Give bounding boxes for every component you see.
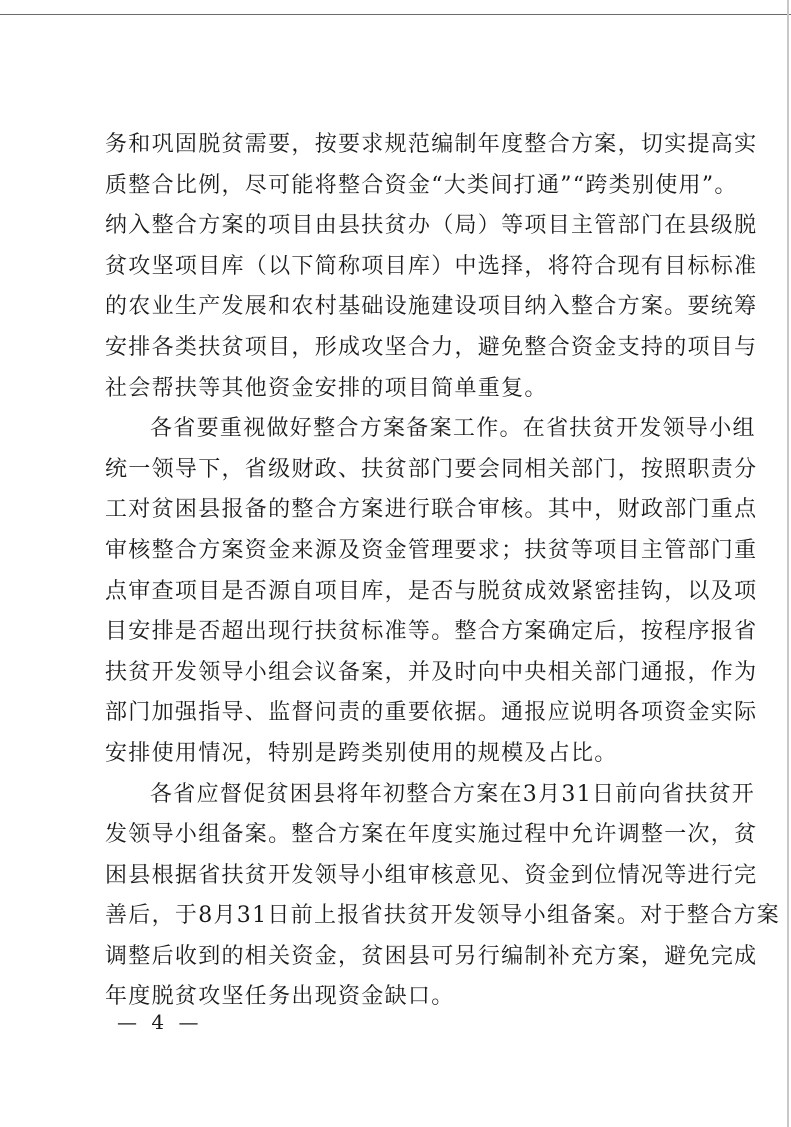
paragraph-2 [105,409,758,774]
text-line: 困县根据省扶贫开发领导小组审核意见、资金到位情况等进行完 [105,862,758,888]
text-line: 工对贫困县报备的整合方案进行联合审核。其中，财政部门重点 [105,497,758,523]
text-line: 善后，于8月31日前上报省扶贫开发领导小组备案。对于整合方案 [105,903,780,929]
text-line: 安排各类扶贫项目，形成攻坚合力，避免整合资金支持的项目与 [105,334,758,360]
text-line: 贫攻坚项目库（以下简称项目库）中选择，将符合现有目标标准 [105,253,758,279]
scan-top-rule [0,14,791,15]
text-line: 的农业生产发展和农村基础设施建设项目纳入整合方案。要统筹 [105,294,758,320]
text-line: 统一领导下，省级财政、扶贫部门要会同相关部门，按照职责分 [105,456,758,482]
text-line: 社会帮扶等其他资金安排的项目简单重复。 [105,375,548,401]
text-line: 各省应督促贫困县将年初整合方案在3月31日前向省扶贫开 [150,781,756,807]
text-line: 点审查项目是否源自项目库，是否与脱贫成效紧密挂钩，以及项 [105,578,758,604]
text-line: 目安排是否超出现行扶贫标准等。整合方案确定后，按程序报省 [105,619,758,645]
text-line: 安排使用情况，特别是跨类别使用的规模及占比。 [105,740,618,766]
scan-right-edge [787,0,789,1127]
text-line: 务和巩固脱贫需要，按要求规范编制年度整合方案，切实提高实 [105,132,758,157]
document-body [105,125,780,1018]
text-line: 审核整合方案资金来源及资金管理要求；扶贫等项目主管部门重 [105,537,758,563]
page-number: — 4 — [117,1010,203,1034]
text-line: 各省要重视做好整合方案备案工作。在省扶贫开发领导小组 [150,416,756,442]
paragraph-3 [105,775,780,1019]
text-line: 年度脱贫攻坚任务出现资金缺口。 [105,984,455,1010]
text-line: 发领导小组备案。整合方案在年度实施过程中允许调整一次，贫 [105,822,758,848]
text-line: 调整后收到的相关资金，贫困县可另行编制补充方案，避免完成 [105,943,758,969]
text-line: 质整合比例，尽可能将整合资金“大类间打通”“跨类别使用”。 [105,172,738,198]
text-line: 扶贫开发领导小组会议备案，并及时向中央相关部门通报，作为 [105,659,758,685]
text-line: 纳入整合方案的项目由县扶贫办（局）等项目主管部门在县级脱 [105,213,758,239]
text-line: 部门加强指导、监督问责的重要依据。通报应说明各项资金实际 [105,700,758,726]
paragraph-1 [105,125,758,409]
